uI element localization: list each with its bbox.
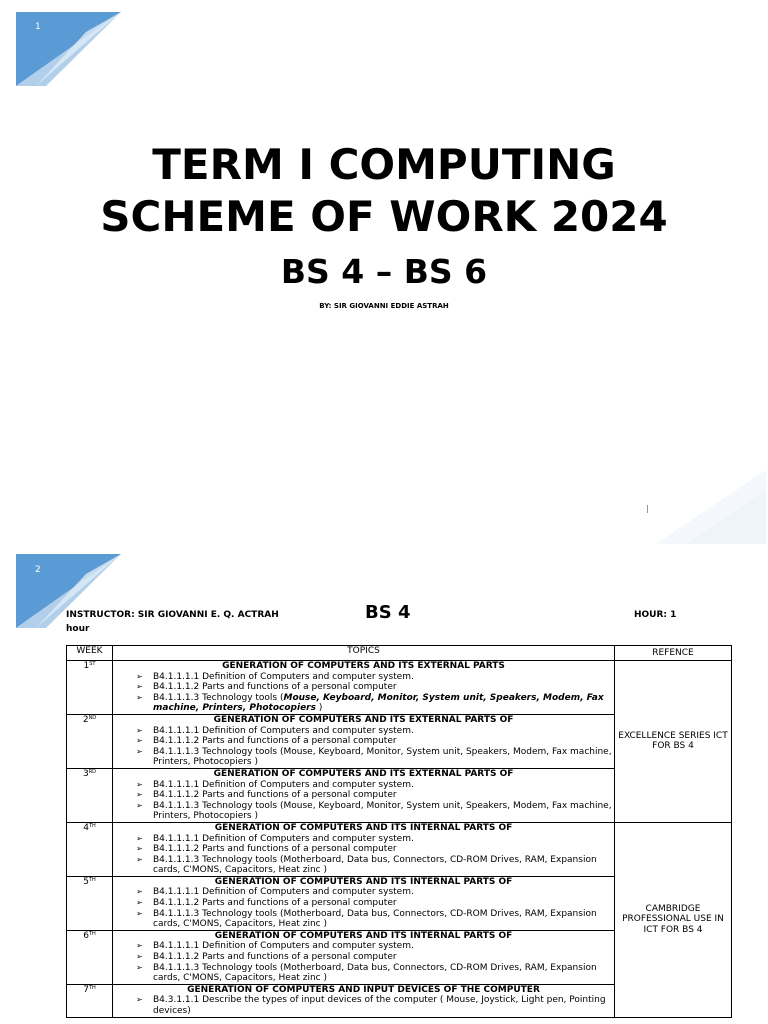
byline: BY: SIR GIOVANNI EDDIE ASTRAH [319, 302, 449, 310]
list-item: ➢ B4.1.1.1.3 Technology tools (Motherboard, Data bus, Connectors, CD-ROM Drives, RAM, Expansion cards, C'MONS, Capacitors, Heat zinc ) [136, 962, 597, 984]
week-cell: 6TH [67, 930, 113, 984]
topic-heading: GENERATION OF COMPUTERS AND ITS EXTERNAL PARTS [222, 661, 505, 671]
week-cell: 4TH [67, 822, 113, 876]
corner-decoration [16, 12, 126, 88]
topic-cell [113, 876, 615, 930]
hour-continuation: hour [66, 624, 90, 634]
list-item: ➢ B4.1.1.1.1 Definition of Computers and computer system. [136, 833, 414, 844]
topic-heading: GENERATION OF COMPUTERS AND ITS INTERNAL PARTS OF [214, 876, 513, 887]
week-cell: 7TH [67, 984, 113, 1017]
topic-cell [113, 661, 615, 715]
header-week: WEEK [67, 646, 113, 661]
corner-decoration-bottom [656, 470, 766, 544]
list-item: ➢ B4.1.1.1.1 Definition of Computers and computer system. [136, 671, 414, 682]
title-line-2: SCHEME OF WORK 2024 [100, 192, 668, 241]
list-item: ➢ B4.1.1.1.2 Parts and functions of a personal computer [136, 898, 397, 909]
topic-heading: GENERATION OF COMPUTERS AND ITS INTERNAL PARTS OF [214, 822, 513, 833]
list-item: ➢ B4.1.1.1.1 Definition of Computers and computer system. [136, 887, 414, 898]
list-item: ➢ B4.3.1.1.1 Describe the types of input devices of the computer ( Mouse, Joystick, Light pen, Pointing devices) [136, 995, 606, 1016]
list-item: ➢ B4.1.1.1.2 Parts and functions of a personal computer [136, 952, 397, 963]
reference-cell: CAMBRIDGE PROFESSIONAL USE IN ICT FOR BS 4 [615, 822, 732, 1017]
list-item: ➢ B4.1.1.1.1 Definition of Computers and computer system. [136, 779, 414, 790]
instructor-label: INSTRUCTOR: SIR GIOVANNI E. Q. ACTRAH [66, 610, 279, 620]
page-number: 1 [35, 22, 41, 32]
topic-heading: GENERATION OF COMPUTERS AND ITS EXTERNAL PARTS OF [213, 768, 514, 779]
slide-page-2 [0, 548, 768, 1024]
header-topics: TOPICS [113, 646, 615, 661]
week-cell: 2ND [67, 714, 113, 768]
list-item: ➢ B4.1.1.1.3 Technology tools (Mouse, Keyboard, Monitor, System unit, Speakers, Modem, Fax machine, Printers, Photocopiers ) [136, 800, 612, 822]
table-row [67, 661, 732, 715]
week-cell: 5TH [67, 876, 113, 930]
reference-cell: EXCELLENCE SERIES ICT FOR BS 4 [615, 661, 732, 823]
list-item: ➢ B4.1.1.1.3 Technology tools (Motherboard, Data bus, Connectors, CD-ROM Drives, RAM, Expansion cards, C'MONS, Capacitors, Heat zinc ) [136, 908, 597, 930]
scheme-table [66, 645, 732, 1018]
list-item: ➢ B4.1.1.1.3 Technology tools (Mouse, Keyboard, Monitor, System unit, Speakers, Modem, Fax machine, Printers, Photocopiers ) [136, 692, 604, 714]
list-item: ➢ B4.1.1.1.1 Definition of Computers and computer system. [136, 725, 414, 736]
topic-heading: GENERATION OF COMPUTERS AND ITS EXTERNAL PARTS OF [213, 714, 514, 725]
topic-heading: GENERATION OF COMPUTERS AND INPUT DEVICES OF THE COMPUTER [187, 984, 540, 995]
topic-cell [113, 822, 615, 876]
divider [647, 505, 648, 513]
list-item: ➢ B4.1.1.1.3 Technology tools (Mouse, Keyboard, Monitor, System unit, Speakers, Modem, Fax machine, Printers, Photocopiers ) [136, 746, 612, 768]
table-header-row [67, 646, 732, 661]
table-row [67, 822, 732, 876]
header-reference: REFENCE [615, 646, 732, 661]
topic-cell [113, 714, 615, 768]
title-line-3: BS 4 – BS 6 [280, 252, 488, 291]
class-label: BS 4 [365, 602, 411, 623]
topic-cell [113, 930, 615, 984]
page-number: 2 [35, 565, 41, 575]
hour-label: HOUR: 1 [634, 610, 677, 620]
week-cell: 1ST [67, 661, 113, 715]
topic-cell [113, 768, 615, 822]
list-item: ➢ B4.1.1.1.2 Parts and functions of a personal computer [136, 736, 397, 747]
week-cell: 3RD [67, 768, 113, 822]
list-item: ➢ B4.1.1.1.3 Technology tools (Motherboard, Data bus, Connectors, CD-ROM Drives, RAM, Expansion cards, C'MONS, Capacitors, Heat zinc ) [136, 854, 597, 876]
topic-cell [113, 984, 615, 1017]
list-item: ➢ B4.1.1.1.2 Parts and functions of a personal computer [136, 844, 397, 855]
list-item: ➢ B4.1.1.1.2 Parts and functions of a personal computer [136, 790, 397, 801]
title-line-1: TERM I COMPUTING [152, 140, 616, 189]
list-item: ➢ B4.1.1.1.2 Parts and functions of a personal computer [136, 682, 397, 693]
topic-heading: GENERATION OF COMPUTERS AND ITS INTERNAL PARTS OF [214, 930, 513, 941]
list-item: ➢ B4.1.1.1.1 Definition of Computers and computer system. [136, 941, 414, 952]
